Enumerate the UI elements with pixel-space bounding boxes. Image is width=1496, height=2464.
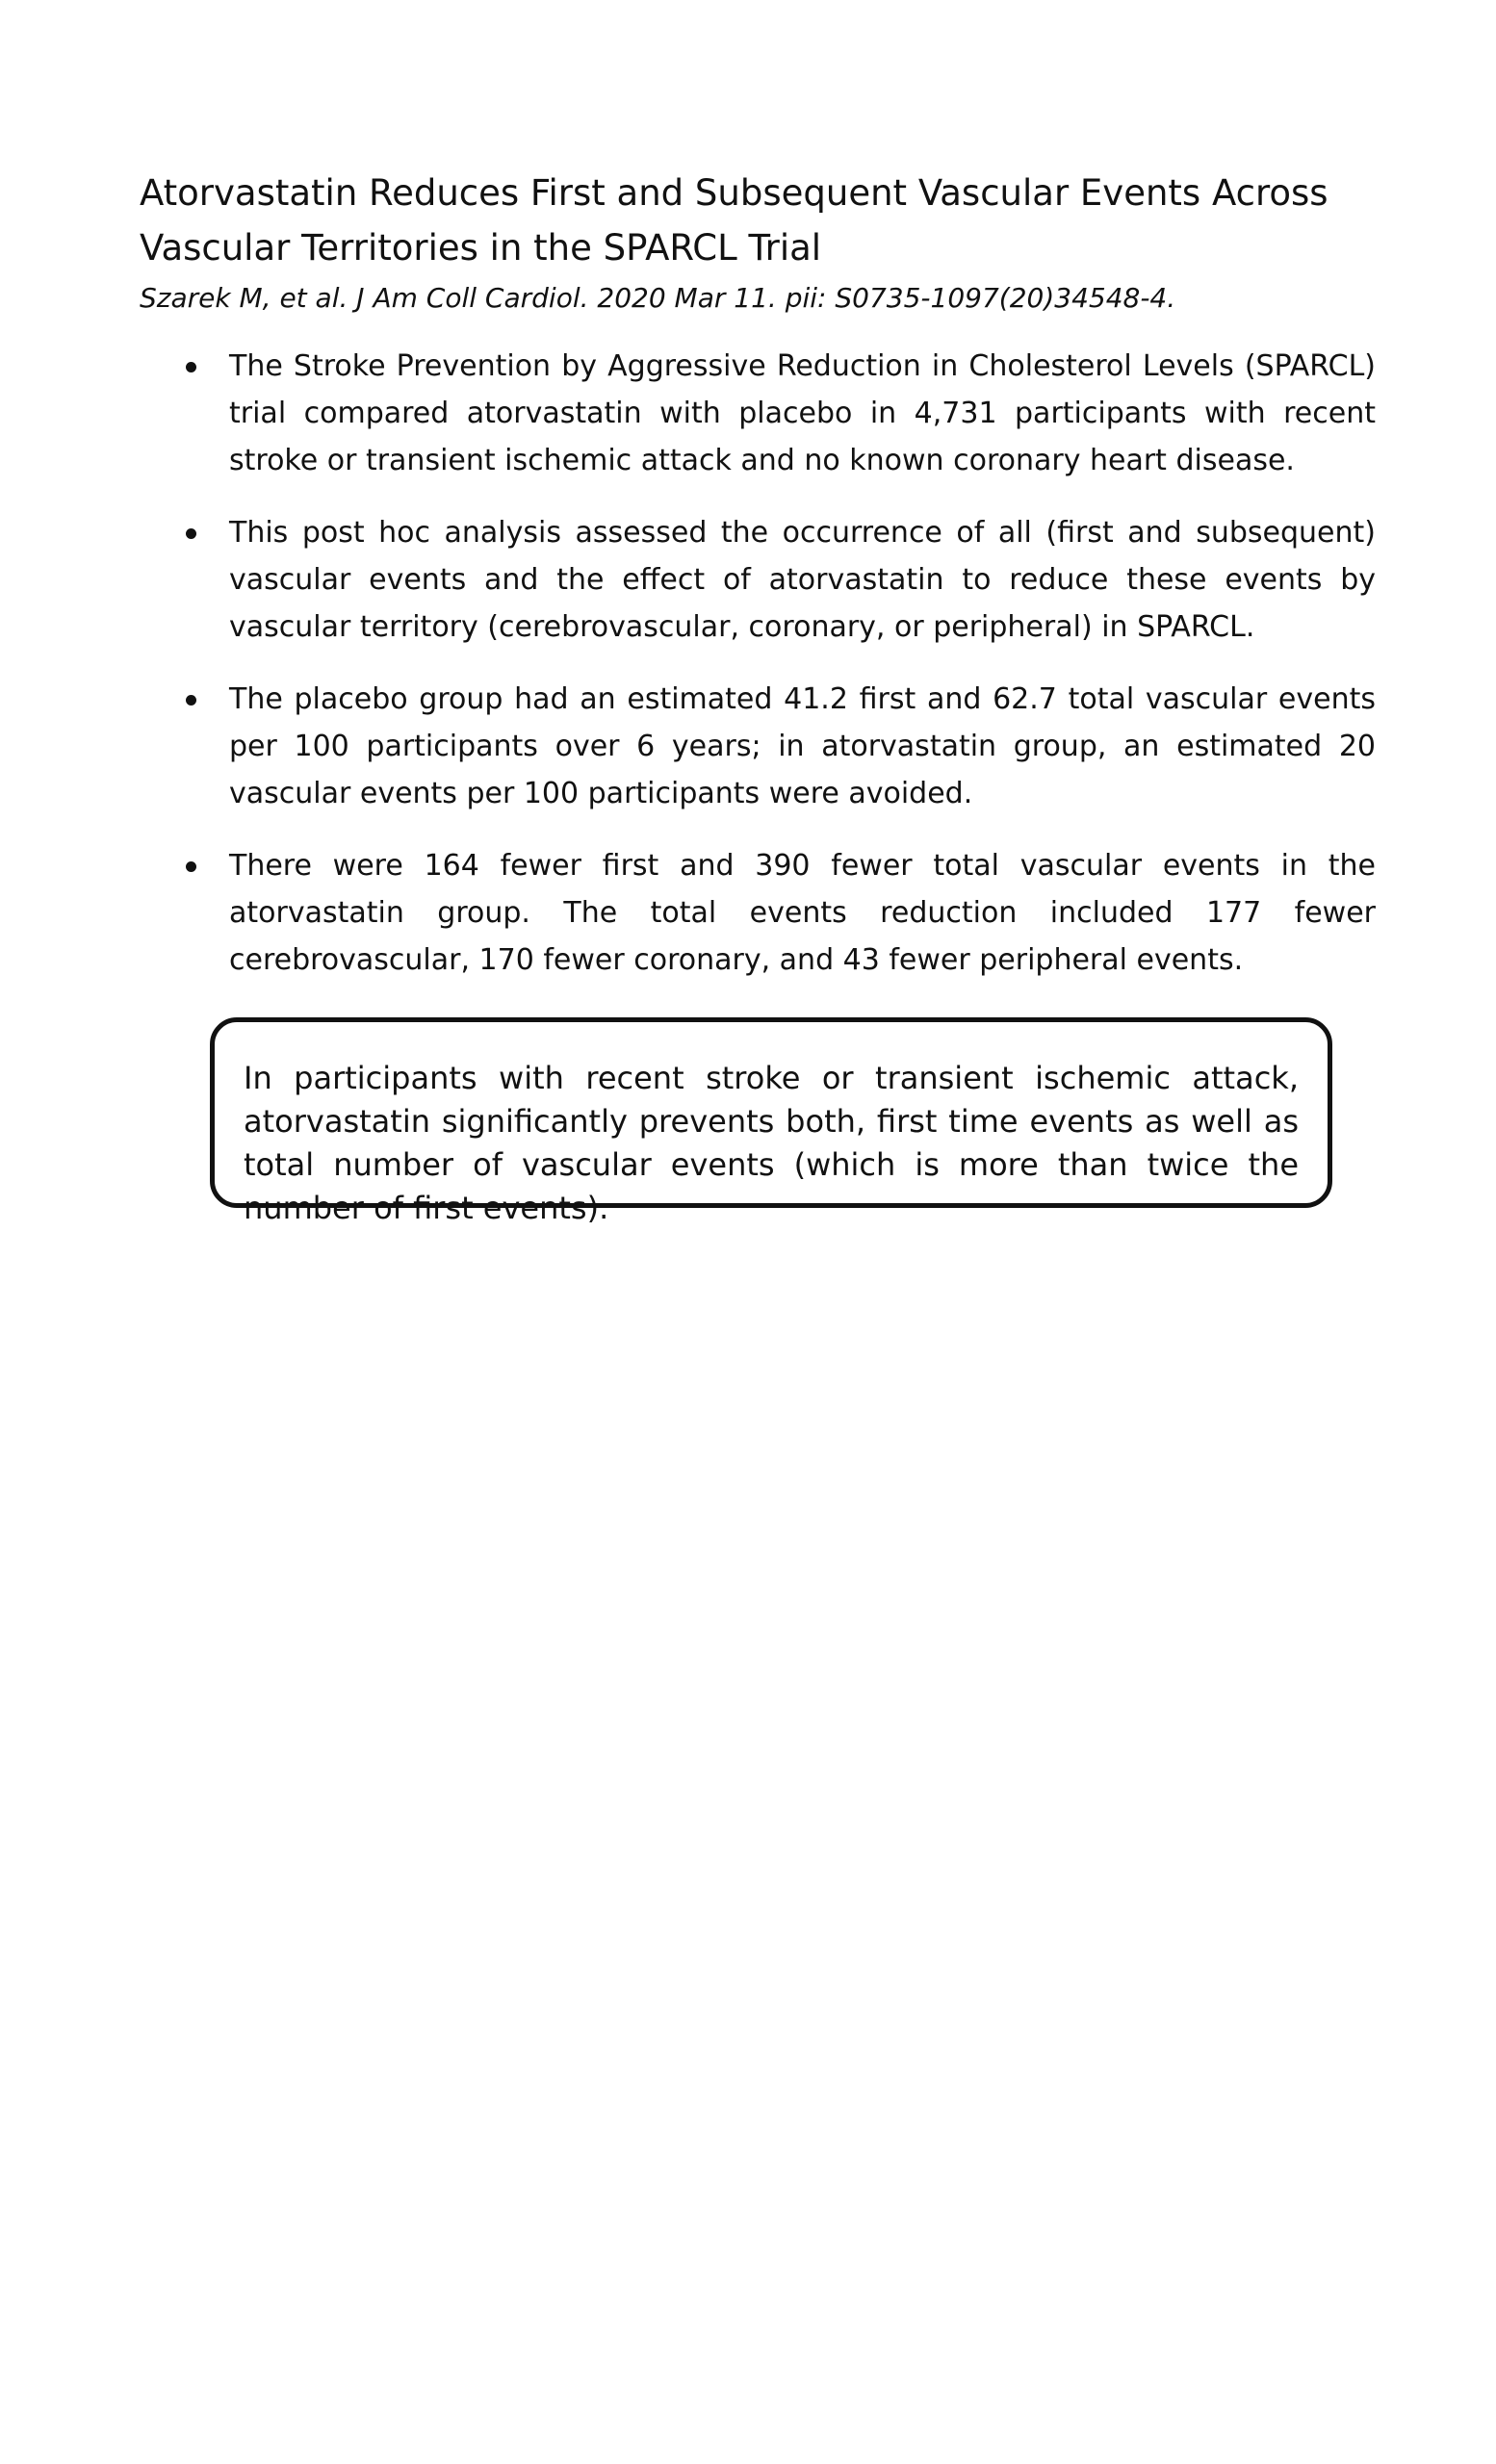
key-points-list: [140, 343, 1376, 984]
list-item: [140, 343, 1376, 484]
bullet-text: The Stroke Prevention by Aggressive Reduction in Cholesterol Levels (SPARCL) trial compared atorvastatin with placebo in 4,731 participants with recent stroke or transient ischemic attack and no known coronary heart disease.: [229, 349, 1376, 477]
bullet-icon: [186, 362, 196, 372]
list-item: [140, 509, 1376, 651]
bullet-text: There were 164 fewer first and 390 fewer total vascular events in the atorvastatin group. The total events reduction included 177 fewer cerebrovascular, 170 fewer coronary, and 43 fewer peripheral events.: [229, 849, 1376, 977]
list-item: [140, 842, 1376, 984]
bullet-icon: [186, 528, 196, 539]
bullet-text: This post hoc analysis assessed the occurrence of all (first and subsequent) vascular events and the effect of atorvastatin to reduce these events by vascular territory (cerebrovascular, coronary, or peripheral) in SPARCL.: [229, 516, 1376, 644]
bullet-text: The placebo group had an estimated 41.2 first and 62.7 total vascular events per 100 participants over 6 years; in atorvastatin group, an estimated 20 vascular events per 100 participants were avoided.: [229, 682, 1376, 810]
bullet-icon: [186, 695, 196, 706]
article-summary: [140, 166, 1376, 1009]
list-item: [140, 676, 1376, 817]
bullet-icon: [186, 861, 196, 872]
article-title: Atorvastatin Reduces First and Subsequent Vascular Events Across Vascular Territories in the SPARCL Trial: [140, 172, 1328, 269]
citation: Szarek M, et al. J Am Coll Cardiol. 2020 Mar 11. pii: S0735-1097(20)34548-4.: [140, 282, 1176, 314]
conclusion-box: [210, 1017, 1332, 1226]
conclusion-text: In participants with recent stroke or transient ischemic attack, atorvastatin significantly prevents both, first time events as well as total number of vascular events (which is more than twice the number of first events).: [244, 1060, 1299, 1226]
